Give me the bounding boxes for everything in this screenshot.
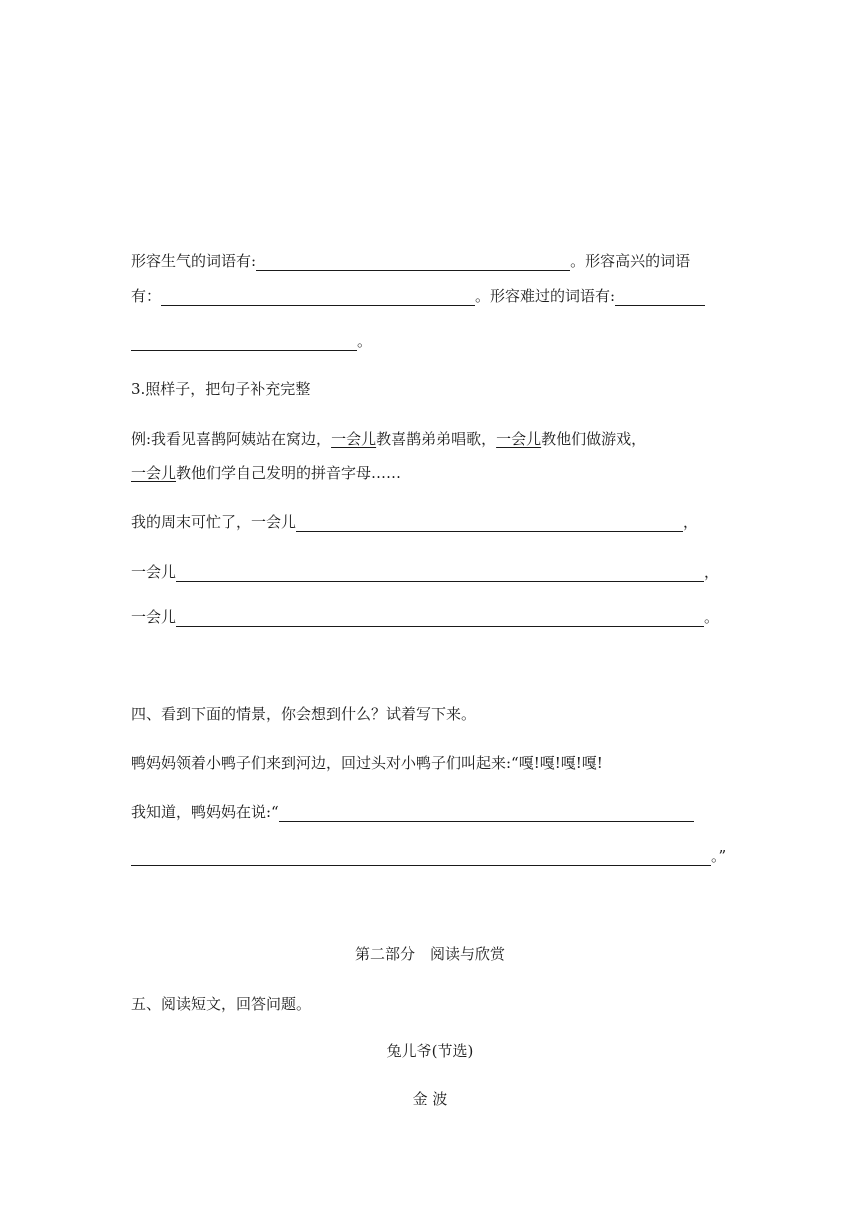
example-line-2 [131,463,401,483]
happy-words-line [131,286,705,306]
happy-words-label-start: 。形容高兴的词语 [570,252,691,270]
example-word-3: 一会儿 [131,464,177,482]
example-rest: 教他们学自己发明的拼音字母…… [176,464,402,482]
happy-words-label-end: 有： [131,287,162,305]
sad-words-end: 。 [357,332,373,350]
sad-words-line-2 [131,331,372,351]
story-title: 兔儿爷(节选) [386,1042,474,1060]
fill-line-2-start: 一会儿 [131,563,177,581]
fill-line-2-comma: ， [704,563,720,581]
sad-words-label: 。形容难过的词语有: [475,287,616,305]
fill-line-3-start: 一会儿 [131,608,177,626]
fill-blank-3[interactable] [176,610,704,627]
fill-blank-1[interactable] [296,515,683,532]
fill-line-1-start: 我的周末可忙了，一会儿 [131,513,297,531]
fill-line-1-comma: ， [683,513,699,531]
fill-line-1 [131,512,698,532]
answer-blank-2[interactable] [131,849,711,866]
angry-words-label: 形容生气的词语有: [131,252,257,270]
duck-scene-text: 鸭妈妈领着小鸭子们来到河边，回过头对小鸭子们叫起来:“嘎!嘎!嘎!嘎! [131,754,603,772]
answer-blank-1[interactable] [279,805,694,822]
angry-words-line [131,251,690,271]
example-mid-1: 教喜鹊弟弟唱歌， [376,430,497,448]
happy-words-blank[interactable] [161,289,475,306]
angry-words-blank[interactable] [256,254,570,271]
q3-title: 3.照样子，把句子补充完整 [131,380,311,398]
answer-line-2 [131,846,726,866]
answer-label: 我知道，鸭妈妈在说:“ [131,803,279,821]
answer-end: 。” [711,847,727,865]
fill-line-3-end: 。 [704,608,720,626]
story-author: 金 波 [412,1090,448,1108]
part-two-heading: 第二部分 阅读与欣赏 [354,945,505,963]
example-prefix: 例:我看见喜鹊阿姨站在窝边， [131,430,332,448]
sad-words-blank-2[interactable] [131,334,357,351]
example-line-1 [131,429,646,449]
q4-title: 四、看到下面的情景，你会想到什么？试着写下来。 [131,705,477,723]
answer-line-1 [131,802,694,822]
section-five-title: 五、阅读短文，回答问题。 [131,995,312,1013]
fill-blank-2[interactable] [176,565,704,582]
fill-line-3 [131,607,719,627]
sad-words-blank-1[interactable] [615,289,705,306]
fill-line-2 [131,562,719,582]
example-mid-2: 教他们做游戏， [541,430,647,448]
example-word-2: 一会儿 [496,430,542,448]
example-word-1: 一会儿 [331,430,377,448]
